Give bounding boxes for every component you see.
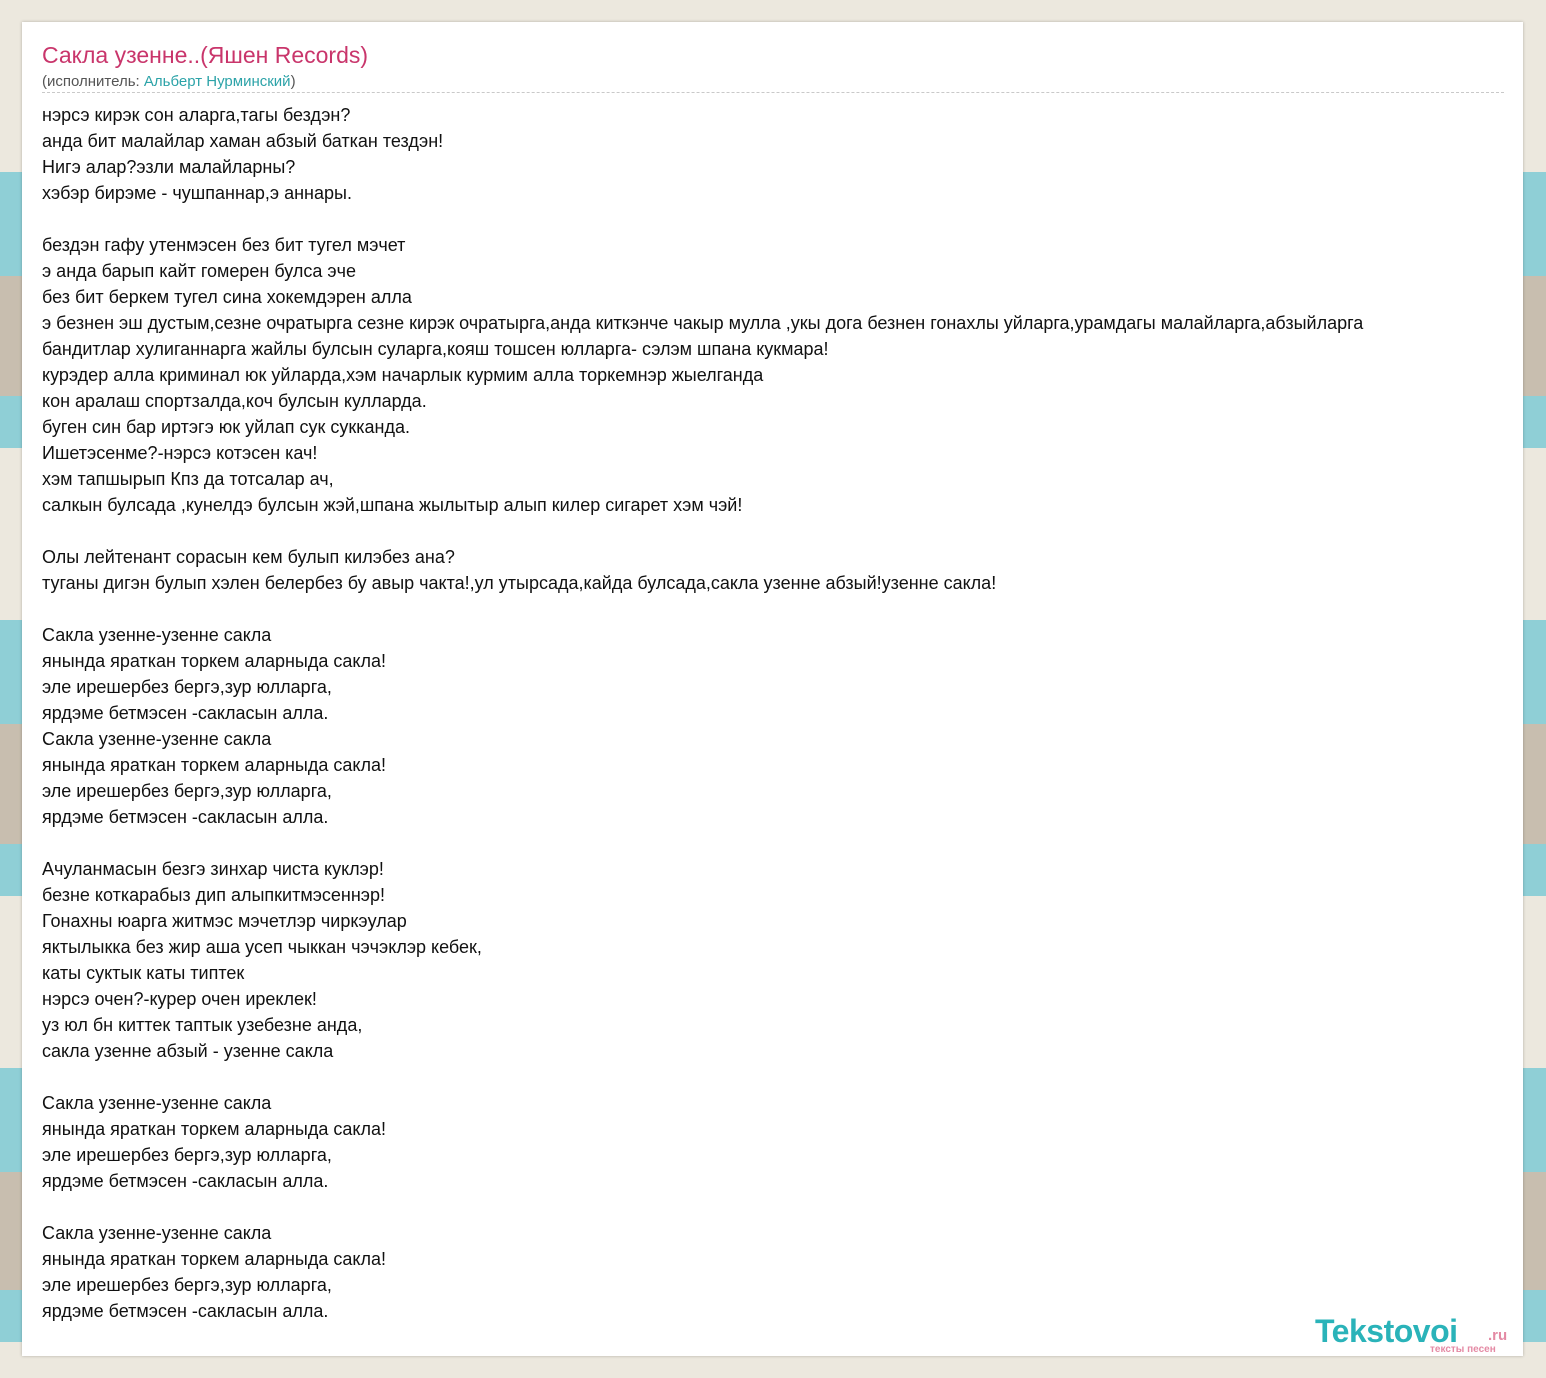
artist-link[interactable]: Альберт Нурминский bbox=[143, 73, 291, 90]
lyric-line: Ачуланмасын безгэ зинхар чиста куклэр! bbox=[42, 859, 384, 879]
lyric-line: каты суктык каты типтек bbox=[42, 963, 245, 983]
lyric-line: яктылыкка без жир аша усеп чыккан чэчэклэр кебек, bbox=[42, 937, 482, 957]
lyric-line: Сакла узенне-узенне сакла bbox=[42, 729, 272, 749]
artist-suffix: ) bbox=[290, 73, 296, 90]
lyric-line: ярдэме бетмэсен -сакласын алла. bbox=[42, 1301, 329, 1321]
site-logo bbox=[1315, 1313, 1523, 1356]
logo-wordmark: Tekstovoi bbox=[1315, 1313, 1458, 1349]
lyric-line: салкын булсада ,кунелдэ булсын жэй,шпана жылытыр алып килер сигарет хэм чэй! bbox=[42, 495, 743, 515]
lyric-line: Сакла узенне-узенне сакла bbox=[42, 1093, 272, 1113]
lyric-blank-line bbox=[42, 830, 1522, 856]
lyric-line: янында яраткан торкем аларныда сакла! bbox=[42, 1249, 386, 1269]
song-title: Сакла узенне..(Яшен Records) bbox=[42, 42, 369, 68]
lyric-blank-line bbox=[42, 1194, 1522, 1220]
lyric-line: Ишетэсенме?-нэрсэ котэсен кач! bbox=[42, 443, 318, 463]
lyric-line: хэбэр бирэме - чушпаннар,э аннары. bbox=[42, 183, 352, 203]
lyric-line: курэдер алла криминал юк уйларда,хэм начарлык курмим алла торкемнэр жыелганда bbox=[42, 365, 764, 385]
lyric-blank-line bbox=[42, 206, 1522, 232]
lyric-line: янында яраткан торкем аларныда сакла! bbox=[42, 651, 386, 671]
lyric-line: янында яраткан торкем аларныда сакла! bbox=[42, 1119, 386, 1139]
lyric-line: ярдэме бетмэсен -сакласын алла. bbox=[42, 703, 329, 723]
lyric-line: э анда барып кайт гомерен булса эче bbox=[42, 261, 356, 281]
lyric-line: Сакла узенне-узенне сакла bbox=[42, 625, 272, 645]
lyric-line: эле ирешербез бергэ,зур юлларга, bbox=[42, 677, 332, 697]
lyric-line: нэрсэ очен?-курер очен иреклек! bbox=[42, 989, 317, 1009]
lyric-line: анда бит малайлар хаман абзый баткан тездэн! bbox=[42, 131, 444, 151]
lyric-line: янында яраткан торкем аларныда сакла! bbox=[42, 755, 386, 775]
lyric-blank-line bbox=[42, 1064, 1522, 1090]
lyrics-card bbox=[22, 22, 1523, 1356]
lyric-line: эле ирешербез бергэ,зур юлларга, bbox=[42, 1275, 332, 1295]
logo-tld: .ru bbox=[1488, 1327, 1508, 1344]
lyric-line: хэм тапшырып Кпз да тотсалар ач, bbox=[42, 469, 334, 489]
lyric-line: нэрсэ кирэк сон аларга,тагы бездэн? bbox=[42, 105, 351, 125]
lyric-line: Сакла узенне-узенне сакла bbox=[42, 1223, 272, 1243]
lyric-line: Нигэ алар?эзли малайларны? bbox=[42, 157, 296, 177]
lyric-line: уз юл бн киттек таптык узебезне анда, bbox=[42, 1015, 363, 1035]
lyric-line: бандитлар хулиганнарга жайлы булсын суларга,кояш тошсен юлларга- сэлэм шпана кукмара! bbox=[42, 339, 829, 359]
lyric-line: буген син бар иртэгэ юк уйлап сук сукканда. bbox=[42, 417, 410, 437]
logo-tagline: тексты песен bbox=[1430, 1344, 1496, 1355]
lyric-blank-line bbox=[42, 518, 1522, 544]
artist-line bbox=[42, 73, 296, 90]
lyric-line: ярдэме бетмэсен -сакласын алла. bbox=[42, 807, 329, 827]
lyric-line: туганы дигэн булып хэлен белербез бу авыр чакта!,ул утырсада,кайда булсада,сакла узенне абзый!узенне сакла! bbox=[42, 573, 997, 593]
lyric-line: эле ирешербез бергэ,зур юлларга, bbox=[42, 781, 332, 801]
lyric-line: Олы лейтенант сорасын кем булып килэбез ана? bbox=[42, 547, 455, 567]
lyric-line: безне коткарабыз дип алыпкитмэсеннэр! bbox=[42, 885, 385, 905]
lyric-line: Гонахны юарга житмэс мэчетлэр чиркэулар bbox=[42, 911, 407, 931]
lyric-line: ярдэме бетмэсен -сакласын алла. bbox=[42, 1171, 329, 1191]
artist-prefix: (исполнитель: bbox=[42, 73, 144, 90]
lyrics-text bbox=[42, 102, 1522, 1324]
lyric-line: сакла узенне абзый - узенне сакла bbox=[42, 1041, 334, 1061]
lyric-line: без бит беркем тугел сина хокемдэрен алла bbox=[42, 287, 412, 307]
lyric-blank-line bbox=[42, 596, 1522, 622]
title-divider bbox=[42, 92, 1504, 93]
lyric-line: эле ирешербез бергэ,зур юлларга, bbox=[42, 1145, 332, 1165]
lyric-line: кон аралаш спортзалда,коч булсын кулларда. bbox=[42, 391, 427, 411]
lyric-line: э безнен эш дустым,сезне очратырга сезне кирэк очратырга,анда киткэнче чакыр мулла ,укы дога безнен гонахлы уйларга,урамдагы малайларга,абзыйларга bbox=[42, 313, 1364, 333]
lyric-line: бездэн гафу утенмэсен без бит тугел мэчет bbox=[42, 235, 406, 255]
